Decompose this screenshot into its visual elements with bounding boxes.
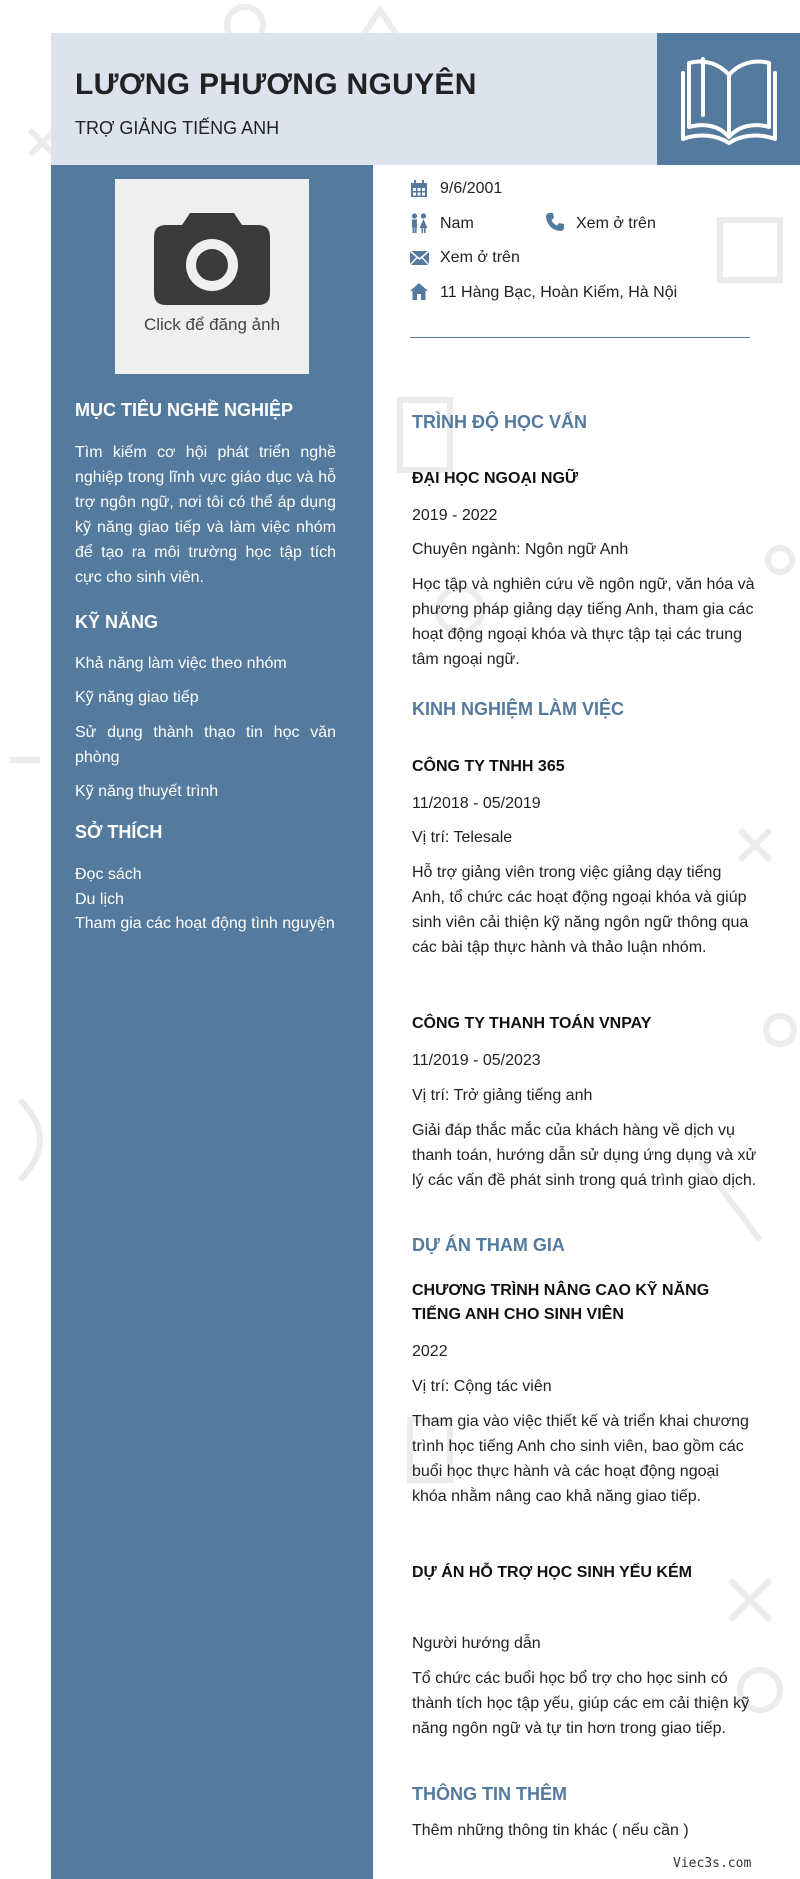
project-description: Tổ chức các buổi học bổ trợ cho học sinh có thành tích học tập yếu, giúp các em cải thiện kỹ năng ngôn ngữ và tự tin hơn trong giao tiếp. — [412, 1670, 750, 1737]
calendar-icon — [410, 180, 428, 198]
education-major: Chuyên ngành: Ngôn ngữ Anh — [412, 541, 629, 558]
objective-text: Tìm kiếm cơ hội phát triển nghề nghiệp trong lĩnh vực giáo dục và hỗ trợ ngôn ngữ, nơi tôi có thể áp dụng kỹ năng giao tiếp và làm việc nhóm để tạo ra môi trường học tập tích cực cho sinh viên. — [75, 444, 336, 586]
skill-item: Kỹ năng thuyết trình — [75, 783, 219, 800]
home-icon — [410, 283, 428, 300]
gender-icon — [410, 213, 428, 233]
projects-heading: DỰ ÁN THAM GIA — [412, 1235, 565, 1255]
contact-divider — [410, 337, 750, 338]
skill-item: Khả năng làm việc theo nhóm — [75, 655, 287, 672]
job-position: Vị trí: Trở giảng tiếng anh — [412, 1087, 593, 1104]
job-company: CÔNG TY TNHH 365 — [412, 758, 565, 775]
camera-icon — [154, 207, 270, 305]
project-name: DỰ ÁN HỖ TRỢ HỌC SINH YẾU KÉM — [412, 1564, 692, 1581]
education-heading: TRÌNH ĐỘ HỌC VẤN — [412, 412, 587, 432]
open-book-icon — [681, 53, 777, 145]
phone-value: Xem ở trên — [576, 215, 656, 232]
skill-item: Kỹ năng giao tiếp — [75, 689, 199, 706]
project-description: Tham gia vào việc thiết kế và triển khai chương trình học tiếng Anh cho sinh viên, bao gồm các buổi học thực hành và các hoạt động ngoại khóa nhằm nâng cao khả năng giao tiếp. — [412, 1413, 749, 1505]
project-name: CHƯƠNG TRÌNH NÂNG CAO KỸ NĂNG TIẾNG ANH CHO SINH VIÊN — [412, 1282, 710, 1323]
hobby-item: Du lịch — [75, 891, 124, 908]
email-icon — [410, 251, 429, 265]
sidebar — [51, 165, 373, 1879]
photo-upload[interactable] — [115, 179, 309, 374]
phone-icon — [546, 213, 564, 231]
candidate-name: LƯƠNG PHƯƠNG NGUYÊN — [75, 68, 477, 101]
job-description: Giải đáp thắc mắc của khách hàng về dịch vụ thanh toán, hướng dẫn sử dụng ứng dụng và xử lý các vấn đề phát sinh trong quá trình giao dịch. — [412, 1122, 757, 1189]
project-role: Người hướng dẫn — [412, 1635, 541, 1652]
skills-heading: KỸ NĂNG — [75, 612, 159, 632]
education-description: Học tập và nghiên cứu về ngôn ngữ, văn hóa và phương pháp giảng dạy tiếng Anh, tham gia các hoạt động ngoại khóa và thực tập tại các trung tâm ngoại ngữ. — [412, 576, 755, 668]
email-value: Xem ở trên — [440, 249, 520, 266]
hobby-item: Đọc sách — [75, 866, 142, 883]
watermark: Viec3s.com — [673, 1856, 752, 1871]
project-role: Vị trí: Cộng tác viên — [412, 1378, 552, 1395]
education-period: 2019 - 2022 — [412, 507, 498, 524]
job-period: 11/2018 - 05/2019 — [412, 795, 541, 812]
additional-heading: THÔNG TIN THÊM — [412, 1784, 567, 1804]
skill-item: Sử dụng thành thạo tin học văn phòng — [75, 724, 336, 766]
header-icon-box — [657, 33, 800, 165]
job-period: 11/2019 - 05/2023 — [412, 1052, 541, 1069]
photo-caption: Click để đăng ảnh — [143, 315, 281, 334]
experience-heading: KINH NGHIỆM LÀM VIỆC — [412, 699, 625, 719]
hobbies-heading: SỞ THÍCH — [75, 822, 163, 842]
job-position: Vị trí: Telesale — [412, 829, 513, 846]
birthday-value: 9/6/2001 — [440, 180, 503, 197]
project-year: 2022 — [412, 1343, 448, 1360]
additional-text: Thêm những thông tin khác ( nếu cần ) — [412, 1822, 689, 1839]
job-company: CÔNG TY THANH TOÁN VNPAY — [412, 1015, 652, 1032]
job-description: Hỗ trợ giảng viên trong việc giảng dạy tiếng Anh, tổ chức các hoạt động ngoại khóa và giúp sinh viên cải thiện kỹ năng ngôn ngữ thông qua các bài tập thực hành và thảo luận nhóm. — [412, 864, 749, 956]
school-name: ĐẠI HỌC NGOẠI NGỮ — [412, 470, 579, 487]
gender-value: Nam — [440, 215, 474, 232]
objective-heading: MỤC TIÊU NGHỀ NGHIỆP — [75, 400, 294, 420]
hobby-item: Tham gia các hoạt động tình nguyện — [75, 915, 335, 932]
address-value: 11 Hàng Bạc, Hoàn Kiếm, Hà Nội — [440, 284, 678, 301]
job-title: TRỢ GIẢNG TIẾNG ANH — [75, 118, 280, 138]
